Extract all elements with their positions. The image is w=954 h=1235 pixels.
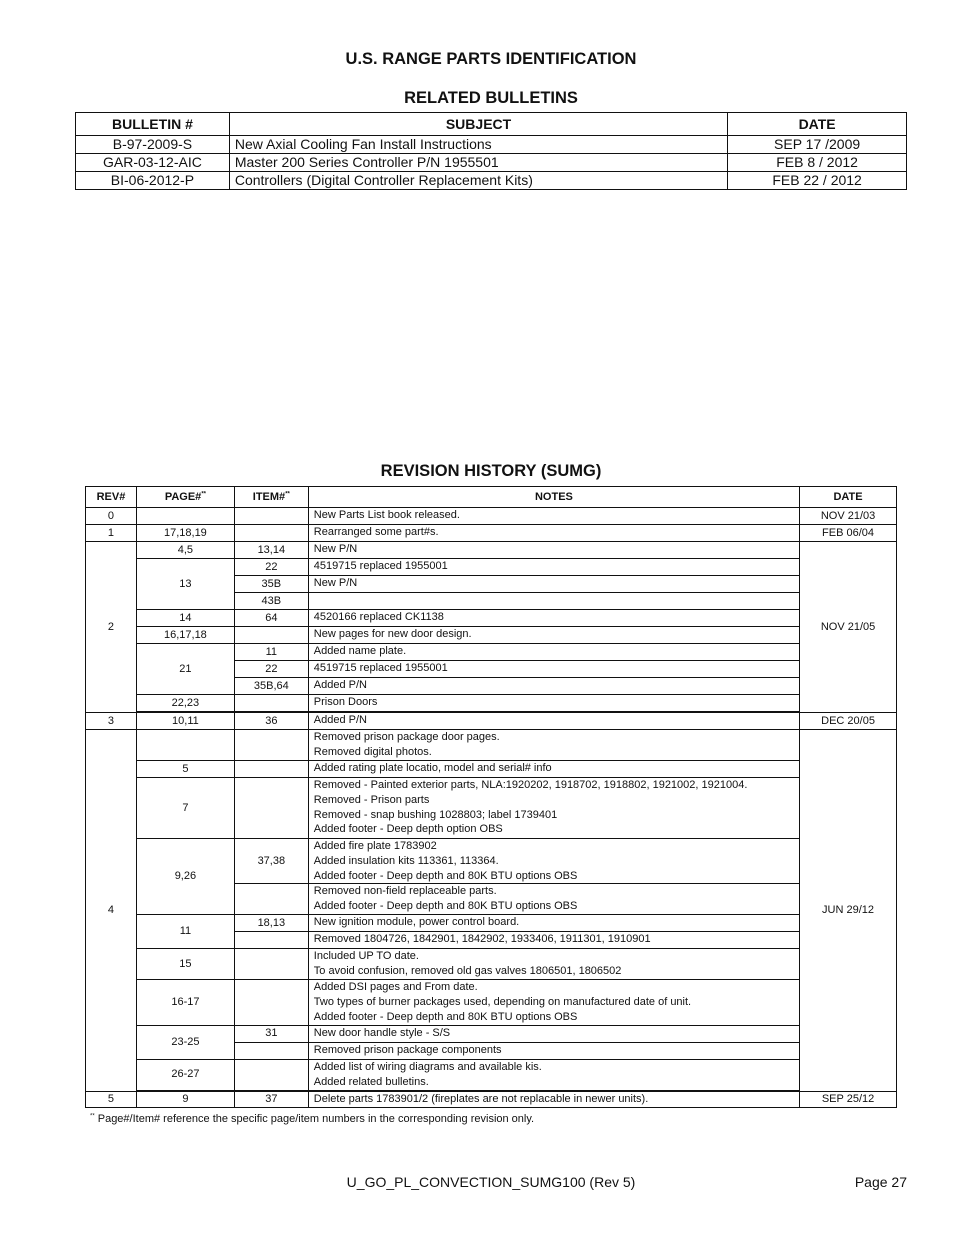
col-rev: REV# bbox=[86, 487, 137, 508]
table-row bbox=[86, 1059, 897, 1090]
item-cell: 36 bbox=[234, 713, 308, 730]
item-cell bbox=[234, 627, 308, 644]
page-cell: 22,23 bbox=[136, 695, 234, 712]
table-row bbox=[86, 525, 897, 542]
page-cell bbox=[136, 508, 234, 525]
rev-number: 5 bbox=[86, 1091, 137, 1107]
page-cell: 14 bbox=[136, 610, 234, 627]
table-row bbox=[86, 695, 897, 712]
item-cell: 13,14 bbox=[234, 542, 308, 559]
note-cell: New P/N bbox=[308, 542, 799, 559]
note-cell: Added DSI pages and From date. Two types of burner packages used, depending on manufactured date of unit. Added footer - Deep depth and 80K BTU options OBS bbox=[308, 980, 799, 1025]
revision-heading: REVISION HISTORY (SUMG) bbox=[380, 462, 602, 480]
col-page bbox=[136, 487, 234, 508]
page-cell bbox=[136, 730, 234, 761]
page-title: U.S. RANGE PARTS IDENTIFICATION bbox=[345, 50, 637, 68]
date-cell: SEP 25/12 bbox=[800, 1091, 897, 1107]
item-cell: 22 bbox=[234, 559, 308, 576]
table-row bbox=[86, 949, 897, 980]
table-row bbox=[76, 136, 907, 154]
note-cell: Delete parts 1783901/2 (fireplates are not replacable in newer units). bbox=[308, 1091, 799, 1107]
page-cell: 11 bbox=[136, 915, 234, 949]
item-cell bbox=[234, 1042, 308, 1059]
item-cell: 31 bbox=[234, 1025, 308, 1042]
table-row bbox=[86, 542, 897, 559]
table-row bbox=[86, 627, 897, 644]
page-cell: 9 bbox=[136, 1091, 234, 1107]
bulletin-subject: Master 200 Series Controller P/N 1955501 bbox=[229, 154, 727, 172]
table-row bbox=[86, 778, 897, 839]
col-date: DATE bbox=[728, 113, 907, 136]
date-cell: FEB 06/04 bbox=[800, 525, 897, 542]
table-header-row bbox=[86, 487, 897, 508]
table-row bbox=[86, 839, 897, 884]
rev-number: 2 bbox=[86, 542, 137, 713]
note-cell: Removed non-field replaceable parts. Added footer - Deep depth and 80K BTU options OBS bbox=[308, 884, 799, 915]
page-cell: 16,17,18 bbox=[136, 627, 234, 644]
page-cell: 9,26 bbox=[136, 839, 234, 915]
table-row bbox=[86, 610, 897, 627]
note-cell: New pages for new door design. bbox=[308, 627, 799, 644]
col-subject: SUBJECT bbox=[229, 113, 727, 136]
rev-number: 3 bbox=[86, 713, 137, 730]
note-cell: Included UP TO date. To avoid confusion, removed old gas valves 1806501, 1806502 bbox=[308, 949, 799, 980]
item-cell bbox=[234, 525, 308, 542]
item-cell bbox=[234, 949, 308, 980]
table-row bbox=[76, 154, 907, 172]
note-cell: Added P/N bbox=[308, 678, 799, 695]
footnote-mark: ** bbox=[285, 491, 290, 498]
note-cell: Removed - Painted exterior parts, NLA:1920202, 1918702, 1918802, 1921002, 1921004. Removed - Prison parts Removed - snap bushing 1028803; label 1739401 Added footer - Deep depth option OBS bbox=[308, 778, 799, 839]
table-row bbox=[86, 559, 897, 576]
bulletin-subject: New Axial Cooling Fan Install Instructions bbox=[229, 136, 727, 154]
table-row bbox=[86, 1025, 897, 1042]
note-cell: Removed prison package door pages. Removed digital photos. bbox=[308, 730, 799, 761]
bulletin-date: FEB 8 / 2012 bbox=[728, 154, 907, 172]
page-cell: 5 bbox=[136, 761, 234, 778]
col-item bbox=[234, 487, 308, 508]
item-cell: 35B bbox=[234, 576, 308, 593]
bulletin-subject: Controllers (Digital Controller Replacement Kits) bbox=[229, 172, 727, 190]
bulletins-table bbox=[75, 112, 907, 190]
rev-number: 1 bbox=[86, 525, 137, 542]
col-bulletin: BULLETIN # bbox=[76, 113, 230, 136]
col-notes: NOTES bbox=[308, 487, 799, 508]
page-cell: 13 bbox=[136, 559, 234, 610]
date-cell: DEC 20/05 bbox=[800, 713, 897, 730]
col-date: DATE bbox=[800, 487, 897, 508]
item-cell bbox=[234, 932, 308, 949]
note-cell: Added list of wiring diagrams and available kis. Added related bulletins. bbox=[308, 1059, 799, 1090]
col-item-label: ITEM# bbox=[252, 491, 286, 503]
page-cell: 4,5 bbox=[136, 542, 234, 559]
note-cell: 4519715 replaced 1955001 bbox=[308, 559, 799, 576]
note-cell: Added rating plate locatio, model and serial# info bbox=[308, 761, 799, 778]
item-cell bbox=[234, 1059, 308, 1090]
item-cell: 22 bbox=[234, 661, 308, 678]
table-row bbox=[86, 713, 897, 730]
page-cell: 17,18,19 bbox=[136, 525, 234, 542]
page-cell: 21 bbox=[136, 644, 234, 695]
item-cell bbox=[234, 508, 308, 525]
bulletin-number: BI-06-2012-P bbox=[76, 172, 230, 190]
note-cell: 4519715 replaced 1955001 bbox=[308, 661, 799, 678]
note-cell: Removed 1804726, 1842901, 1842902, 1933406, 1911301, 1910901 bbox=[308, 932, 799, 949]
item-cell: 18,13 bbox=[234, 915, 308, 932]
item-cell: 64 bbox=[234, 610, 308, 627]
rev-number: 4 bbox=[86, 730, 137, 1092]
table-row bbox=[86, 980, 897, 1025]
item-cell bbox=[234, 884, 308, 915]
footnote-mark: ** bbox=[201, 491, 206, 498]
note-cell: New P/N bbox=[308, 576, 799, 593]
page-cell: 15 bbox=[136, 949, 234, 980]
page-cell: 16-17 bbox=[136, 980, 234, 1025]
date-cell: JUN 29/12 bbox=[800, 730, 897, 1092]
bulletin-number: GAR-03-12-AIC bbox=[76, 154, 230, 172]
note-cell: Removed prison package components bbox=[308, 1042, 799, 1059]
item-cell: 37,38 bbox=[234, 839, 308, 884]
note-cell: 4520166 replaced CK1138 bbox=[308, 610, 799, 627]
note-cell: New door handle style - S/S bbox=[308, 1025, 799, 1042]
table-row bbox=[86, 915, 897, 932]
col-page-label: PAGE# bbox=[164, 491, 202, 503]
note-cell: New Parts List book released. bbox=[308, 508, 799, 525]
bulletin-date: FEB 22 / 2012 bbox=[728, 172, 907, 190]
page-number: Page 27 bbox=[854, 1174, 907, 1190]
note-cell: Added P/N bbox=[308, 713, 799, 730]
note-cell: New ignition module, power control board. bbox=[308, 915, 799, 932]
page-cell: 26-27 bbox=[136, 1059, 234, 1090]
item-cell: 11 bbox=[234, 644, 308, 661]
table-row bbox=[86, 730, 897, 761]
table-row bbox=[86, 1091, 897, 1107]
table-row bbox=[86, 508, 897, 525]
note-cell bbox=[308, 593, 799, 610]
rev-number: 0 bbox=[86, 508, 137, 525]
bulletins-heading: RELATED BULLETINS bbox=[404, 89, 578, 107]
note-cell: Prison Doors bbox=[308, 695, 799, 712]
item-cell bbox=[234, 695, 308, 712]
bulletin-date: SEP 17 /2009 bbox=[728, 136, 907, 154]
table-row bbox=[86, 644, 897, 661]
item-cell: 35B,64 bbox=[234, 678, 308, 695]
item-cell bbox=[234, 980, 308, 1025]
item-cell bbox=[234, 730, 308, 761]
note-cell: Added fire plate 1783902 Added insulation kits 113361, 113364. Added footer - Deep depth and 80K BTU options OBS bbox=[308, 839, 799, 884]
item-cell bbox=[234, 761, 308, 778]
footnote-mark: ** bbox=[90, 1113, 95, 1120]
note-cell: Added name plate. bbox=[308, 644, 799, 661]
item-cell: 37 bbox=[234, 1091, 308, 1107]
bulletin-number: B-97-2009-S bbox=[76, 136, 230, 154]
page-cell: 23-25 bbox=[136, 1025, 234, 1059]
note-cell: Rearranged some part#s. bbox=[308, 525, 799, 542]
date-cell: NOV 21/03 bbox=[800, 508, 897, 525]
footnote-text: Page#/Item# reference the specific page/item numbers in the corresponding revision only. bbox=[97, 1113, 535, 1125]
item-cell: 43B bbox=[234, 593, 308, 610]
document-id: U_GO_PL_CONVECTION_SUMG100 (Rev 5) bbox=[346, 1174, 636, 1190]
table-row bbox=[76, 172, 907, 190]
table-row bbox=[86, 761, 897, 778]
revision-table bbox=[85, 486, 897, 1108]
page-cell: 10,11 bbox=[136, 713, 234, 730]
page-cell: 7 bbox=[136, 778, 234, 839]
item-cell bbox=[234, 778, 308, 839]
table-header-row bbox=[76, 113, 907, 136]
date-cell: NOV 21/05 bbox=[800, 542, 897, 713]
footnote bbox=[90, 1113, 534, 1125]
